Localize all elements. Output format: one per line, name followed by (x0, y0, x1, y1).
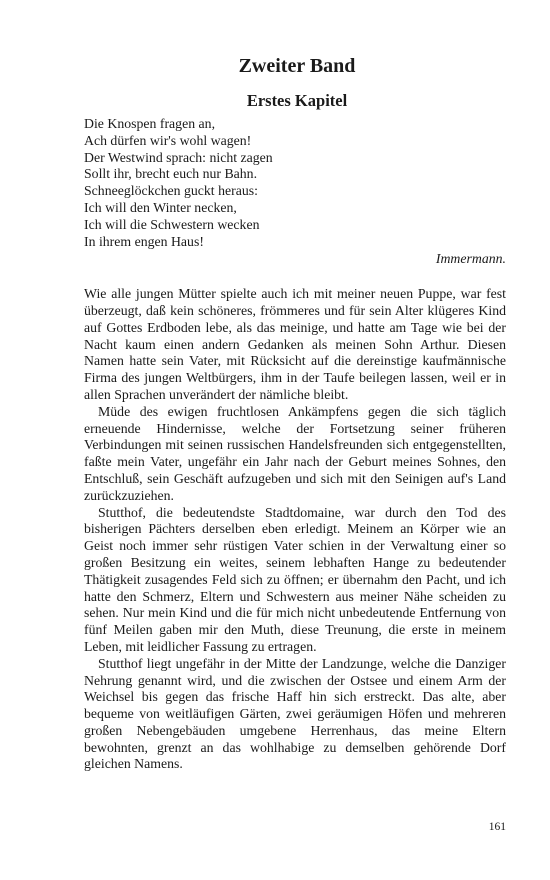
epigraph-line: Schneeglöckchen guckt heraus: (84, 183, 258, 199)
book-page (84, 52, 506, 773)
volume-title: Zweiter Band (238, 55, 356, 77)
paragraph: Stutthof liegt ungefähr in der Mitte der Landzunge, welche die Danziger Nehrung genannt wird, und die zwischen der Ostsee und einem Arm der Weichsel bis gegen das frische Haff hin sich erstreckt. Das alte, aber bequeme von weitläufigen Gärten, zwei geräumigen Höfen und mehreren großen Nebengebäuden umgebene Herrenhaus, das meine Eltern bewohnten, grenzt an das wohlhabige zu demselben gehörende Dorf gleichen Namens. (84, 655, 506, 772)
page-number: 161 (488, 821, 506, 833)
chapter-body (84, 286, 506, 773)
epigraph-attribution: Immermann. (435, 251, 506, 267)
epigraph-line: Ach dürfen wir's wohl wagen! (84, 132, 252, 148)
epigraph-line: Die Knospen fragen an, (84, 116, 216, 131)
chapter-title: Erstes Kapitel (246, 91, 348, 110)
epigraph-line: Ich will den Winter necken, (84, 199, 237, 215)
paragraph: Müde des ewigen fruchtlosen Ankämpfens gegen die sich täglich erneuende Hindernisse, welche der Fortsetzung seiner früheren Verbindungen mit seinen russischen Handelsfreunden sich entgegenstellten, faßte mein Vater, ungefähr ein Jahr nach der Geburt meines Sohnes, den Entschluß, sein Geschäft aufzugeben und sich mit den Seinigen auf's Land zurückzuziehen. (84, 403, 506, 503)
epigraph-line: In ihrem engen Haus! (84, 233, 204, 249)
epigraph-line: Der Westwind sprach: nicht zagen (84, 149, 273, 165)
paragraph: Wie alle jungen Mütter spielte auch ich mit meiner neuen Puppe, war fest überzeugt, daß kein schöneres, frömmeres und für sein Alter klügeres Kind auf Gottes Erdboden lebe, als das meinige, und hatte am Tage wie bei der Nacht kaum einen andern Gedanken als meinen Sohn Arthur. Diesen Namen hatte sein Vater, mit Rücksicht auf die dereinstige kaufmännische Firma des jungen Weltbürgers, ihm in der Taufe beilegen lassen, weil er in allen Sprachen unverändert der nämliche bleibt. (84, 286, 506, 402)
epigraph (84, 116, 506, 250)
epigraph-line: Sollt ihr, brecht euch nur Bahn. (84, 166, 258, 182)
paragraph: Stutthof, die bedeutendste Stadtdomaine, war durch den Tod des bisherigen Pächters derselben eben erledigt. Meinem an Körper wie an Geist noch immer sehr rüstigen Vater schien in der Verwaltung einer so großen Besitzung ein weites, seinem lebhaften Hange zu bedeutender Thätigkeit zusagendes Feld sich zu öffnen; er übernahm den Pacht, und ich hatte den Schmerz, Eltern und Schwestern aus meiner Nähe scheiden zu sehen. Nur mein Kind und die für mich nicht unbedeutende Entfernung von fünf Meilen gaben mir den Muth, diese Treunung, die erste in meinem Leben, mit leidlicher Fassung zu ertragen. (84, 504, 506, 654)
epigraph-line: Ich will die Schwestern wecken (84, 216, 260, 232)
